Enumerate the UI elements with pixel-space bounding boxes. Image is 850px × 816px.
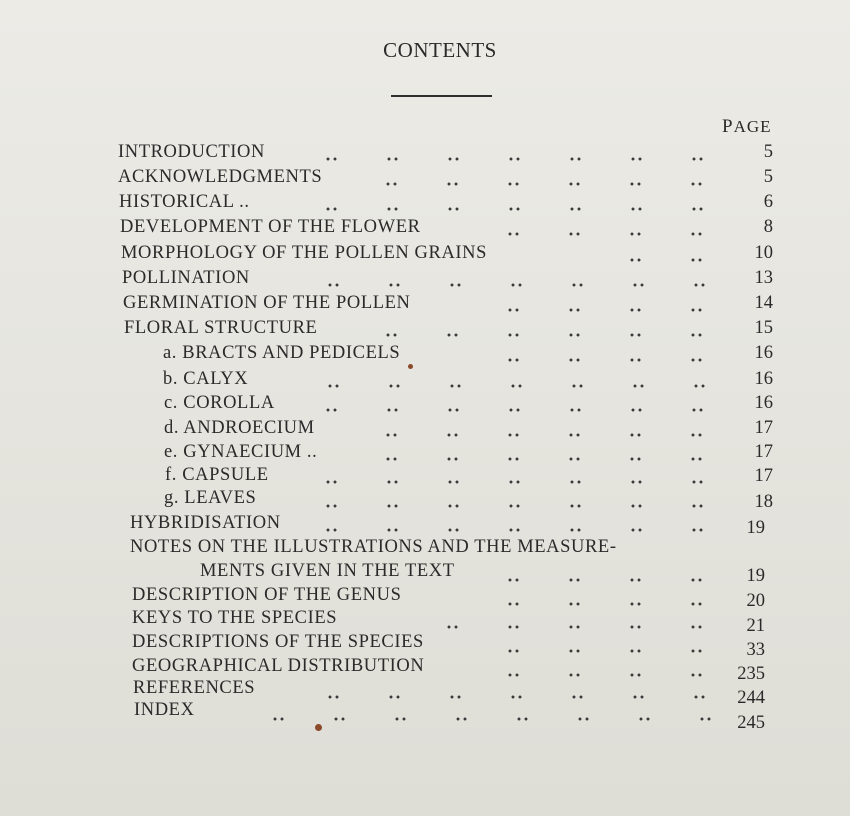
toc-entry-calyx: b. CALYX [163,369,249,389]
dot-leader [508,357,714,363]
toc-page-number: 16 [754,369,773,389]
toc-page-number: 17 [754,466,773,486]
toc-page-number: 6 [763,192,773,212]
page-header-rest: AGE [733,117,772,136]
page-column-header [722,116,772,138]
toc-entry-gynaecium: e. GYNAECIUM .. [164,442,318,462]
page-title: CONTENTS [383,38,497,62]
toc-entry-descriptions-of-the-species: DESCRIPTIONS OF THE SPECIES [132,632,424,652]
toc-entry-bracts-and-pedicels: a. BRACTS AND PEDICELS [163,343,401,363]
toc-page-number: 245 [737,713,765,733]
dot-leader [386,332,714,338]
toc-entry-germination-of-the-pollen: GERMINATION OF THE POLLEN [123,293,411,313]
dot-leader [630,257,714,263]
toc-entry-corolla: c. COROLLA [164,393,275,413]
toc-page-number: 244 [737,688,765,708]
toc-page-number: 5 [763,142,773,162]
toc-page-number: 5 [763,167,773,187]
toc-page-number: 8 [763,217,773,237]
dot-leader [508,231,714,237]
page-header-initial: P [722,116,734,137]
toc-entry-keys-to-the-species: KEYS TO THE SPECIES [132,608,338,628]
dot-leader [508,601,714,607]
toc-page-number: 20 [746,591,765,611]
dot-leader [326,206,714,212]
title-rule [391,95,492,97]
toc-entry-historical: HISTORICAL .. [119,192,250,212]
dot-leader [386,456,714,462]
toc-entry-references: REFERENCES [133,678,256,698]
toc-entry-acknowledgments: ACKNOWLEDGMENTS [118,167,323,187]
toc-entry-geographical-distribution: GEOGRAPHICAL DISTRIBUTION [132,656,425,676]
dot-leader [447,624,714,630]
toc-entry-index: INDEX [134,700,195,720]
toc-page-number: 16 [754,343,773,363]
toc-page-number: 17 [754,418,773,438]
toc-page-number: 16 [754,393,773,413]
toc-page-number: 33 [746,640,765,660]
dot-leader [326,503,714,509]
toc-entry-androecium: d. ANDROECIUM [164,418,315,438]
dot-leader [326,407,714,413]
toc-entry-measurements-given-in-the-text: MENTS GIVEN IN THE TEXT [200,561,455,581]
toc-entry-introduction: INTRODUCTION [118,142,265,162]
toc-entry-floral-structure: FLORAL STRUCTURE [124,318,318,338]
dot-leader [386,181,714,187]
toc-page-number: 19 [746,518,765,538]
toc-page-number: 15 [754,318,773,338]
toc-entry-description-of-the-genus: DESCRIPTION OF THE GENUS [132,585,402,605]
foxing-spot [315,724,322,731]
dot-leader [273,716,714,722]
toc-entry-pollination: POLLINATION [122,268,250,288]
foxing-spot [408,364,413,369]
dot-leader [328,282,714,288]
dot-leader [326,527,714,533]
toc-entry-capsule: f. CAPSULE [165,465,269,485]
toc-page-number: 235 [737,664,765,684]
dot-leader [386,432,714,438]
dot-leader [508,577,714,583]
toc-page-number: 21 [746,616,765,636]
dot-leader [328,383,714,389]
dot-leader [508,672,714,678]
toc-entry-hybridisation: HYBRIDISATION [130,513,281,533]
toc-entry-notes-on-the-illustrations: NOTES ON THE ILLUSTRATIONS AND THE MEASURE- [130,537,617,557]
toc-page-number: 14 [754,293,773,313]
dot-leader [328,694,714,700]
toc-page-number: 18 [754,492,773,512]
dot-leader [326,156,714,162]
dot-leader [508,307,714,313]
toc-page-number: 19 [746,566,765,586]
toc-entry-leaves: g. LEAVES [164,488,257,508]
toc-page-number: 13 [754,268,773,288]
toc-entry-morphology-of-the-pollen-grains: MORPHOLOGY OF THE POLLEN GRAINS [121,243,488,263]
toc-entry-development-of-the-flower: DEVELOPMENT OF THE FLOWER [120,217,421,237]
dot-leader [326,479,714,485]
dot-leader [508,648,714,654]
toc-page-number: 10 [754,243,773,263]
toc-page-number: 17 [754,442,773,462]
